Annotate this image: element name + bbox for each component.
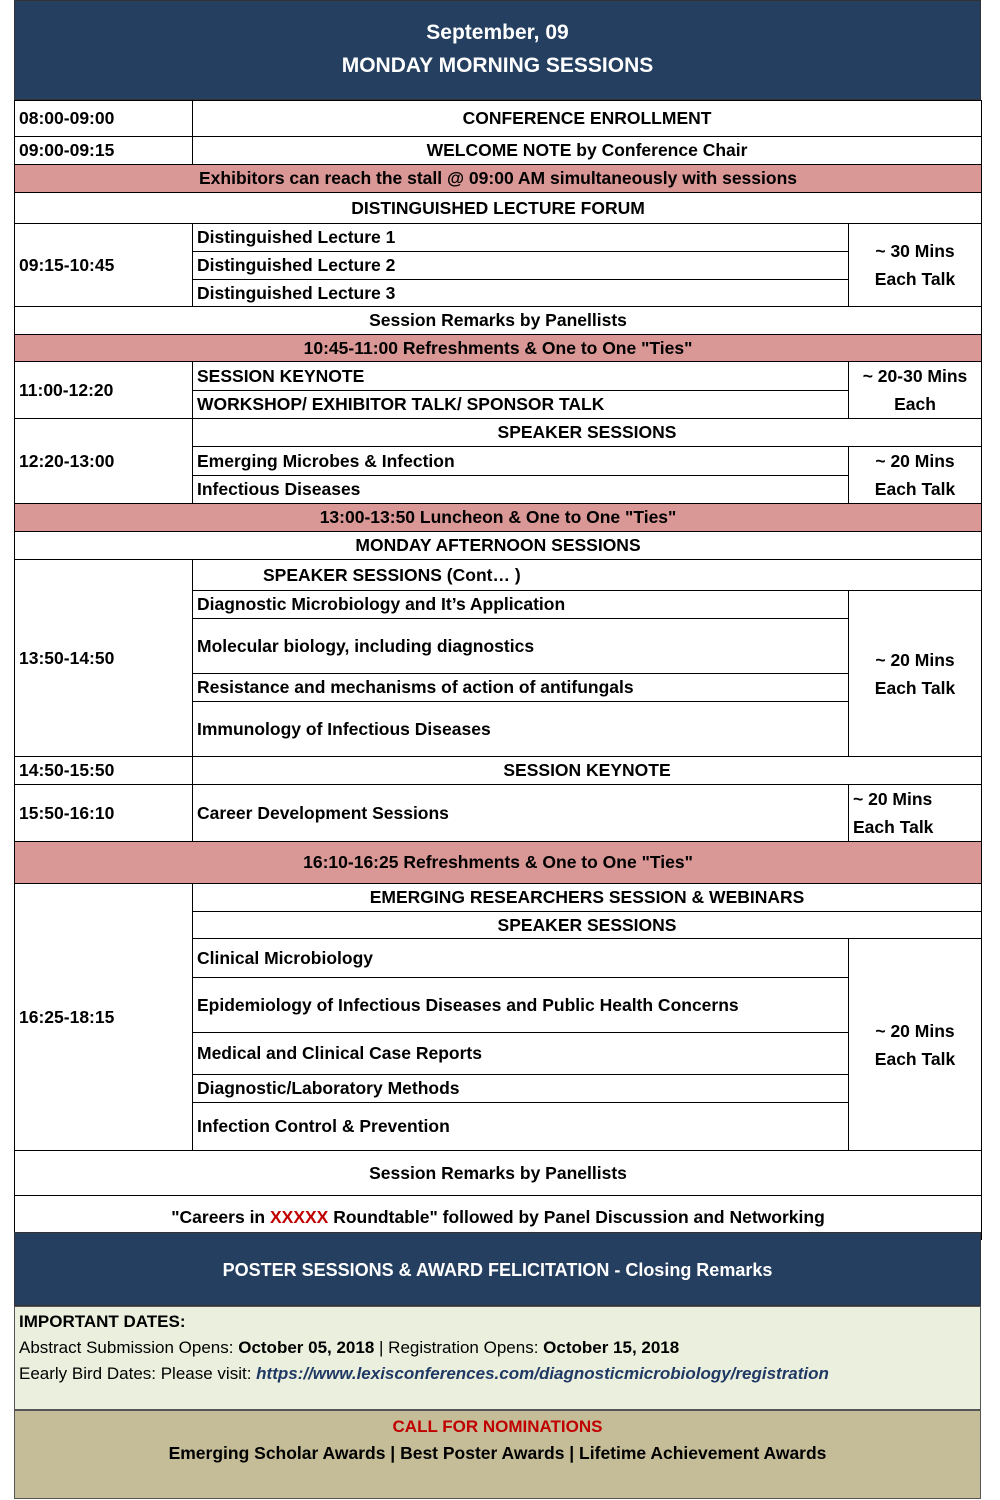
exhibitor-notice: Exhibitors can reach the stall @ 09:00 AM simultaneously with sessions	[15, 165, 982, 193]
session-item: Emerging Microbes & Infection	[193, 447, 849, 476]
duration-cell: ~ 20 Mins Each Talk	[849, 447, 982, 504]
time-cell: 13:50-14:50	[15, 560, 193, 757]
emerging-researchers-head: EMERGING RESEARCHERS SESSION & WEBINARS	[193, 884, 982, 912]
duration-cell: ~ 20-30 Mins Each	[849, 362, 982, 419]
session-item: Epidemiology of Infectious Diseases and Public Health Concerns	[193, 978, 849, 1033]
table-row	[15, 1151, 982, 1196]
speaker-sessions-head: SPEAKER SESSIONS	[193, 419, 982, 447]
table-row	[15, 362, 982, 391]
duration-cell: ~ 20 Mins Each Talk	[849, 591, 982, 757]
duration-cell: ~ 20 Mins Each Talk	[849, 939, 982, 1151]
session-item: Diagnostic/Laboratory Methods	[193, 1075, 849, 1103]
time-cell: 12:20-13:00	[15, 419, 193, 504]
afternoon-title: MONDAY AFTERNOON SESSIONS	[15, 532, 982, 560]
session-item: Clinical Microbiology	[193, 939, 849, 978]
break-row: 10:45-11:00 Refreshments & One to One "Ties"	[15, 335, 982, 362]
day-header	[14, 0, 981, 100]
table-row	[15, 842, 982, 884]
separator: |	[374, 1338, 389, 1357]
speaker-sessions-head: SPEAKER SESSIONS	[193, 912, 982, 939]
lecture-item: Distinguished Lecture 1	[193, 224, 849, 252]
session-item: Immunology of Infectious Diseases	[193, 702, 849, 757]
registration-link[interactable]: https://www.lexisconferences.com/diagnosticmicrobiology/registration	[256, 1364, 829, 1383]
abstract-date: October 05, 2018	[238, 1338, 375, 1357]
break-row: 16:10-16:25 Refreshments & One to One "Ties"	[15, 842, 982, 884]
header-title: MONDAY MORNING SESSIONS	[341, 54, 654, 77]
time-cell: 16:25-18:15	[15, 884, 193, 1151]
time-cell: 11:00-12:20	[15, 362, 193, 419]
roundtable-post: Roundtable" followed by Panel Discussion and Networking	[328, 1207, 825, 1227]
closing-banner: POSTER SESSIONS & AWARD FELICITATION - Closing Remarks	[14, 1232, 981, 1306]
nominations-box	[14, 1410, 981, 1499]
table-row	[15, 165, 982, 193]
session-item: Infectious Diseases	[193, 476, 849, 504]
speaker-sessions-head: SPEAKER SESSIONS (Cont… )	[193, 560, 982, 591]
table-row	[15, 560, 982, 591]
dates-title: IMPORTANT DATES:	[19, 1312, 186, 1331]
table-row	[15, 785, 982, 842]
roundtable-highlight: XXXXX	[269, 1207, 329, 1227]
session-item: Resistance and mechanisms of action of antifungals	[193, 674, 849, 702]
table-row	[15, 419, 982, 447]
session-title: CONFERENCE ENROLLMENT	[193, 101, 982, 137]
table-row	[15, 307, 982, 335]
lecture-item: Distinguished Lecture 3	[193, 280, 849, 307]
session-item: Career Development Sessions	[193, 785, 849, 842]
session-item: WORKSHOP/ EXHIBITOR TALK/ SPONSOR TALK	[193, 391, 849, 419]
session-item: Diagnostic Microbiology and It’s Application	[193, 591, 849, 619]
time-cell: 09:15-10:45	[15, 224, 193, 307]
duration-cell: ~ 30 Mins Each Talk	[849, 224, 982, 307]
roundtable-pre: "Careers in	[171, 1207, 270, 1227]
registration-label: Registration Opens:	[388, 1338, 544, 1357]
session-title: WELCOME NOTE by Conference Chair	[193, 137, 982, 165]
important-dates	[14, 1306, 981, 1410]
time-cell: 15:50-16:10	[15, 785, 193, 842]
time-cell: 08:00-09:00	[15, 101, 193, 137]
awards-list: Emerging Scholar Awards | Best Poster Awards | Lifetime Achievement Awards	[168, 1443, 827, 1463]
session-title: SESSION KEYNOTE	[193, 757, 982, 785]
table-row	[15, 532, 982, 560]
table-row	[15, 137, 982, 165]
session-item: Molecular biology, including diagnostics	[193, 619, 849, 674]
dates-line-1	[19, 1335, 976, 1361]
time-cell: 14:50-15:50	[15, 757, 193, 785]
registration-date: October 15, 2018	[543, 1338, 680, 1357]
session-item: SESSION KEYNOTE	[193, 362, 849, 391]
duration-cell: ~ 20 Mins Each Talk	[849, 785, 982, 842]
session-item: Medical and Clinical Case Reports	[193, 1033, 849, 1075]
table-row	[15, 884, 982, 912]
time-cell: 09:00-09:15	[15, 137, 193, 165]
session-item: Infection Control & Prevention	[193, 1103, 849, 1151]
table-row	[15, 757, 982, 785]
lunch-row: 13:00-13:50 Luncheon & One to One "Ties"	[15, 504, 982, 532]
dates-line-2	[19, 1361, 976, 1387]
remarks-row: Session Remarks by Panellists	[15, 307, 982, 335]
remarks-row: Session Remarks by Panellists	[15, 1151, 982, 1196]
table-row	[15, 504, 982, 532]
lecture-item: Distinguished Lecture 2	[193, 252, 849, 280]
header-date: September, 09	[426, 21, 569, 44]
table-row	[15, 335, 982, 362]
early-bird-label: Eearly Bird Dates: Please visit:	[19, 1364, 257, 1383]
table-row	[15, 101, 982, 137]
nominations-title: CALL FOR NOMINATIONS	[392, 1417, 603, 1436]
abstract-label: Abstract Submission Opens:	[19, 1338, 239, 1357]
table-row	[15, 193, 982, 224]
forum-title: DISTINGUISHED LECTURE FORUM	[15, 193, 982, 224]
table-row	[15, 224, 982, 252]
schedule-table	[14, 100, 982, 1240]
